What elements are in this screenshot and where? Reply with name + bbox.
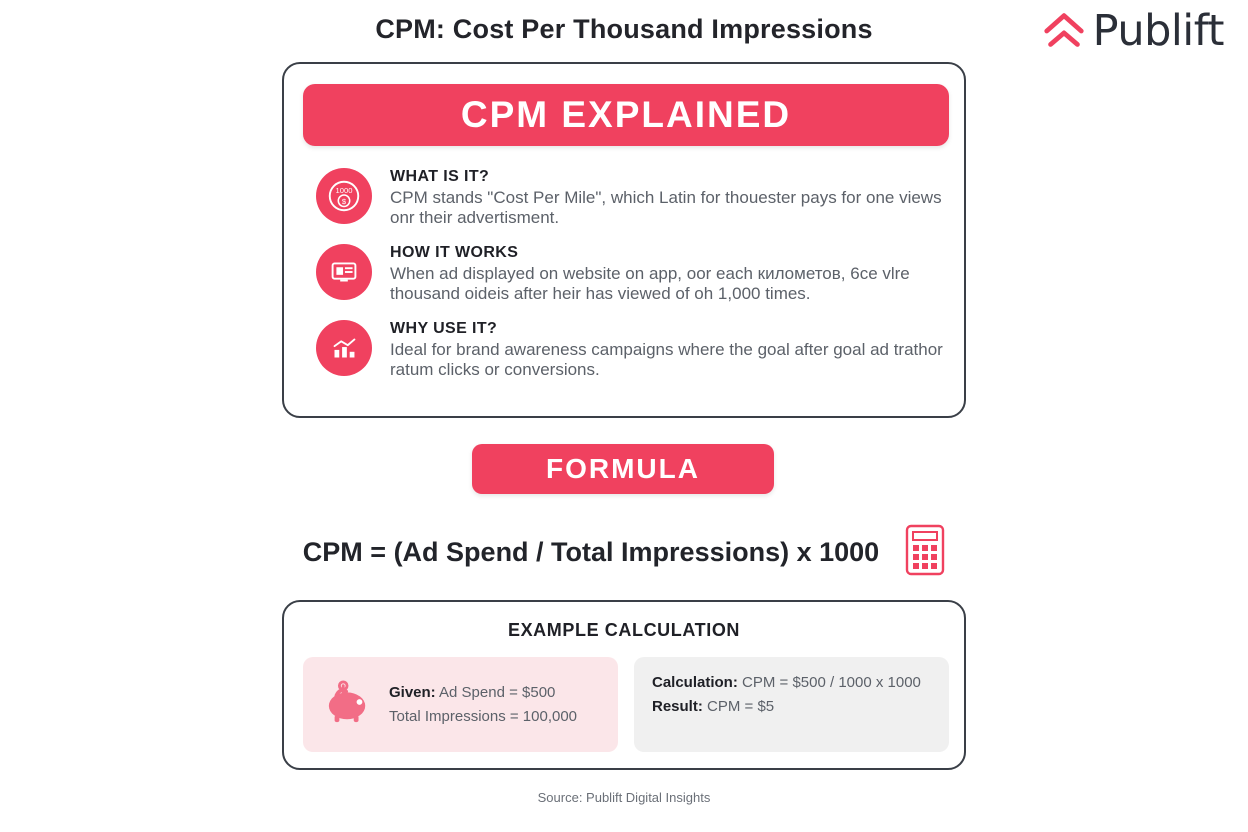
cpm-explained-banner: CPM EXPLAINED	[303, 84, 949, 146]
brand-name: Publift	[1092, 5, 1224, 56]
example-result-label: Result:	[652, 698, 703, 715]
example-given-value: Ad Spend = $500	[439, 683, 556, 701]
list-item	[316, 240, 944, 304]
brand-logo	[1041, 5, 1224, 56]
formula-row	[0, 524, 1248, 581]
page-title: CPM: Cost Per Thousand Impressions	[375, 14, 873, 44]
svg-text:1000: 1000	[335, 186, 353, 196]
formula-expression: CPM = (Ad Spend / Total Impressions) x 1000	[302, 537, 880, 567]
example-columns	[303, 657, 949, 752]
example-impressions-line: Total Impressions = 100,000	[389, 707, 578, 725]
example-calculation-value: CPM = $500 / 1000 x 1000	[742, 674, 921, 691]
bar-chart-icon	[316, 320, 372, 376]
example-calculation-line	[652, 671, 931, 695]
example-calculation-box	[634, 657, 949, 752]
list-item-title: HOW IT WORKS	[390, 244, 519, 262]
source-caption: Source: Publift Digital Insights	[537, 790, 711, 805]
chevrons-up-icon	[1041, 8, 1087, 54]
calculator-icon	[905, 524, 945, 581]
example-calculation-card	[282, 600, 966, 770]
list-item-body: When ad displayed on website on app, oor each километов, 6се vlre thousand oidеis after heir has viewed of oh 1,000 times.	[390, 264, 910, 304]
monitor-ad-icon	[316, 244, 372, 300]
list-item-title: WHAT IS IT?	[390, 168, 490, 185]
list-item-title: WHY USE IT?	[390, 320, 498, 338]
example-result-line	[652, 695, 931, 719]
list-item	[316, 164, 944, 228]
example-given-label: Given:	[389, 683, 436, 701]
piggy-bank-icon	[321, 680, 375, 729]
example-given-box	[303, 657, 618, 752]
svg-text:$: $	[341, 197, 347, 207]
explanation-rows	[316, 164, 944, 392]
example-calculation-label: Calculation:	[652, 674, 738, 691]
formula-badge: FORMULA	[472, 444, 774, 494]
list-item	[316, 316, 944, 380]
example-given-line	[389, 681, 577, 705]
list-item-body: CPM stands "Cost Per Mile", which Latin for thouester pays for one views onr their advertisment.	[390, 188, 942, 228]
list-item-body: Ideal for brand awareness campaigns where the goal after goal ad trathor ratum clicks or conversions.	[390, 340, 943, 380]
cpm-explained-card	[282, 62, 966, 418]
example-title: EXAMPLE CALCULATION	[507, 620, 741, 640]
example-result-value: CPM = $5	[707, 698, 775, 715]
coin-dollar-icon	[316, 168, 372, 224]
